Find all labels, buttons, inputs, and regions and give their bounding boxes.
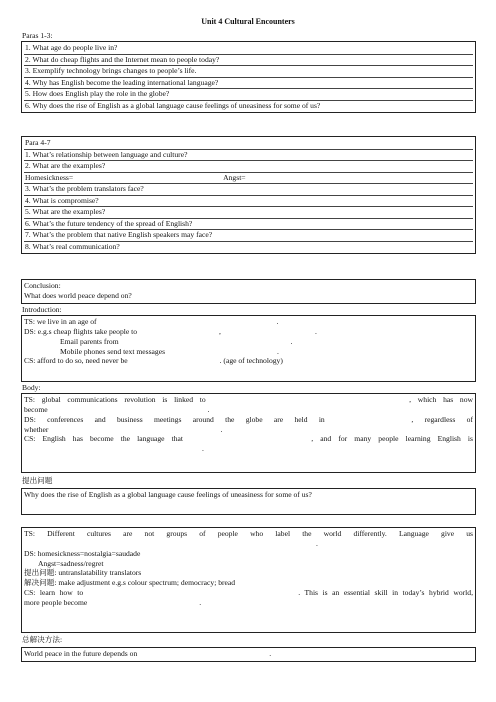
question-item: 2. What do cheap flights and the Internet mean to people today? (24, 54, 473, 66)
conclusion-label: Conclusion: (24, 281, 61, 290)
angst-label: Angst= (223, 172, 246, 182)
conclusion-box (21, 279, 476, 304)
conclusion-question: What does world peace depend on? (24, 290, 132, 300)
question-item: 3. What’s the problem translators face? (24, 183, 473, 195)
question-item: 4. What is compromise? (24, 195, 473, 207)
culture-topic-sentence-line-2: . (316, 538, 318, 548)
question-item: 3. Exemplify technology brings changes to people’s life. (24, 65, 473, 77)
body-label: Body: (22, 383, 41, 392)
pose-question-box (21, 488, 476, 515)
question-item: 6. What’s the future tendency of the spread of English? (24, 218, 473, 230)
question-item: 5. What are the examples? (24, 206, 473, 218)
body-topic-sentence-line-1: TS: global communications revolution is linked to , which has now (24, 395, 473, 404)
pose-question-label: 提出问题 (22, 476, 53, 485)
homesickness-label: Homesickness= (25, 172, 74, 182)
body-detail-line-1: DS: conferences and business meetings around the globe are held in , regardless of (24, 414, 473, 424)
body-concluding-line-1: CS: English has become the language that , and for many people learning English is (24, 434, 473, 444)
body-box (21, 393, 476, 473)
question-item: 2. What are the examples? (24, 160, 473, 172)
paras-4-7-label: Para 4-7 (25, 138, 51, 147)
paras-1-3-label: Paras 1-3: (22, 31, 53, 40)
intro-topic-sentence: TS: we live in an age of . (24, 317, 279, 326)
page-title: Unit 4 Cultural Encounters (201, 17, 295, 26)
introduction-box (21, 315, 476, 382)
culture-concluding-line-2: more people become . (24, 598, 202, 608)
body-detail-line-2: whether . (24, 424, 223, 434)
culture-language-box (21, 527, 476, 633)
intro-concluding-sentence: CS: afford to do so, need never be . (age of technology) (24, 356, 283, 366)
question-item: 5. How does English play the role in the globe? (24, 88, 473, 100)
question-item: 1. What’s relationship between language and culture? (24, 149, 473, 161)
overall-solution-text: World peace in the future depends on . (24, 649, 272, 658)
intro-detail-1: DS: e.g.s cheap flights take people to , . (24, 326, 317, 336)
introduction-label: Introduction: (22, 305, 62, 314)
intro-detail-3: Mobile phones send text messages . (60, 346, 279, 356)
culture-detail-2: Angst=sadness/regret (38, 558, 104, 568)
paras-1-3-question-box (21, 41, 476, 113)
culture-concluding-line-1: CS: learn how to . This is an essential skill in today’s hybrid world, (24, 588, 473, 598)
culture-detail-1: DS: homesickness=nostalgia=saudade (24, 548, 141, 558)
pose-question-text: Why does the rise of English as a global language cause feelings of uneasiness for some of us? (24, 490, 312, 499)
question-item: 6. Why does the rise of English as a global language cause feelings of uneasiness for some of us? (24, 100, 473, 112)
intro-detail-2: Email parents from . (60, 336, 293, 346)
body-concluding-line-2: . (202, 444, 204, 454)
question-item: 8. What’s real communication? (24, 241, 473, 253)
culture-pose-question: 提出问题: untranslatability translators (24, 568, 142, 578)
culture-topic-sentence-line-1: TS: Different cultures are not groups of people who label the world differently. Language give us (24, 529, 473, 538)
question-item: 4. Why has English become the leading international language? (24, 77, 473, 89)
culture-solve-problem: 解决问题: make adjustment e.g.s colour spectrum; democracy; bread (24, 578, 236, 588)
overall-solution-label: 总解决方法: (22, 635, 63, 644)
question-item: 1. What age do people live in? (25, 43, 118, 52)
vocab-row (24, 172, 473, 184)
paras-4-7-question-box (21, 136, 476, 254)
body-topic-sentence-line-2: become . (24, 404, 210, 414)
question-item: 7. What’s the problem that native English speakers may face? (24, 229, 473, 241)
overall-solution-box (21, 647, 476, 662)
